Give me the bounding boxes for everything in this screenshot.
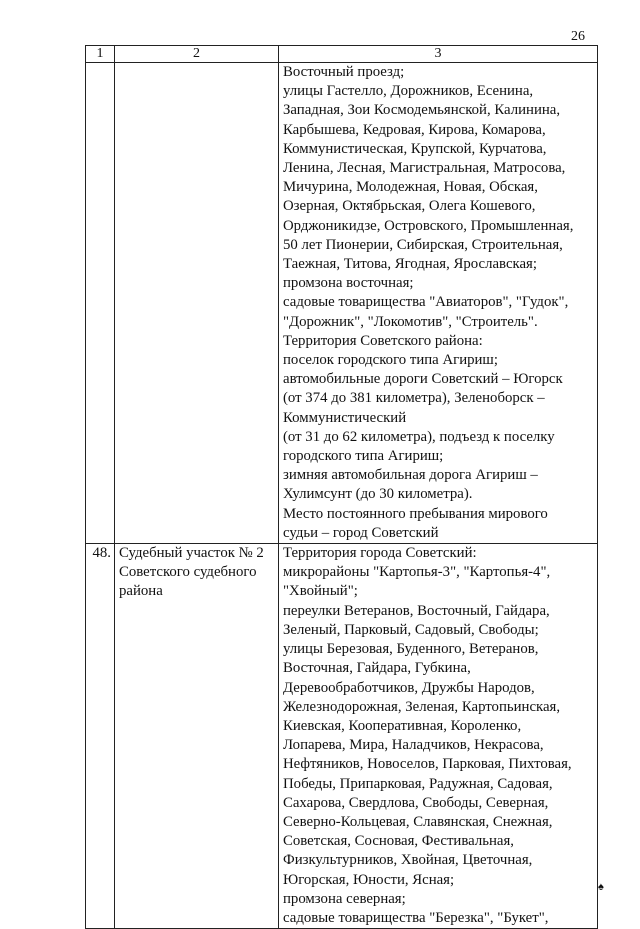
district-name-cell: [115, 544, 279, 929]
row-number-cell: [86, 544, 115, 929]
column-header-territory: 3: [279, 46, 598, 63]
territory-text: Территория города Советский: микрорайоны "Картопья-3", "Картопья-4", "Хвойный"; переулки Ветеранов, Восточный, Гайдара, Зеленый, Парковый, Садовый, Свободы; улицы Березовая, Буденного, Ветеранов, Восточная, Гайдара, Губкина, Деревообработчиков, Дружбы Народов, Железнодорожная, Зеленая, Картопьинская, Киевская, Кооперативная, Короленко, Лопарева, Мира, Наладчиков, Некрасова, Нефтяников, Новоселов, Парковая, Пихтовая, Победы, Припарковая, Радужная, Садовая, Сахарова, Свердлова, Свободы, Северная, Северно-Кольцевая, Славянская, Снежная, Советская, Сосновая, Фестивальная, Физкультурников, Хвойная, Цветочная, Югорская, Юности, Ясная; промзона северная; садовые товарищества "Березка", "Букет",: [283, 545, 572, 926]
territory-cell: [279, 63, 598, 544]
row-number-cell: [86, 63, 115, 544]
district-name: Судебный участок № 2 Советского судебного района: [119, 545, 264, 600]
district-name-cell: [115, 63, 279, 544]
territory-text: Восточный проезд; улицы Гастелло, Дорожников, Есенина, Западная, Зои Космодемьянской, Калинина, Карбышева, Кедровая, Кирова, Комарова, Коммунистическая, Крупской, Курчатова, Ленина, Лесная, Магистральная, Матросова, Мичурина, Молодежная, Новая, Обская, Озерная, Октябрьская, Олега Кошевого, Орджоникидзе, Островского, Промышленная, 50 лет Пионерии, Сибирская, Строительная, Таежная, Титова, Ягодная, Ярославская; промзона восточная; садовые товарищества "Авиаторов", "Гудок", "Дорожник", "Локомотив", "Строитель". Территория Советского района: поселок городского типа Агириш; автомобильные дороги Советский – Югорск (от 374 до 381 километра), Зеленоборск – Коммунистический (от 31 до 62 километра), подъезд к поселку городского типа Агириш; зимняя автомобильная дорога Агириш – Хулимсунт (до 30 километра). Место постоянного пребывания мирового судьи – город Советский: [283, 64, 574, 541]
corner-mark: ♠: [598, 881, 604, 893]
court-districts-table: [85, 45, 598, 929]
column-header-district: 2: [115, 46, 279, 63]
column-header-number: 1: [86, 46, 115, 63]
table-row: [86, 544, 598, 929]
page-number: 26: [571, 29, 585, 44]
table-row: [86, 63, 598, 544]
table-header-row: [86, 46, 598, 63]
territory-cell: [279, 544, 598, 929]
row-number: 48.: [92, 545, 111, 562]
